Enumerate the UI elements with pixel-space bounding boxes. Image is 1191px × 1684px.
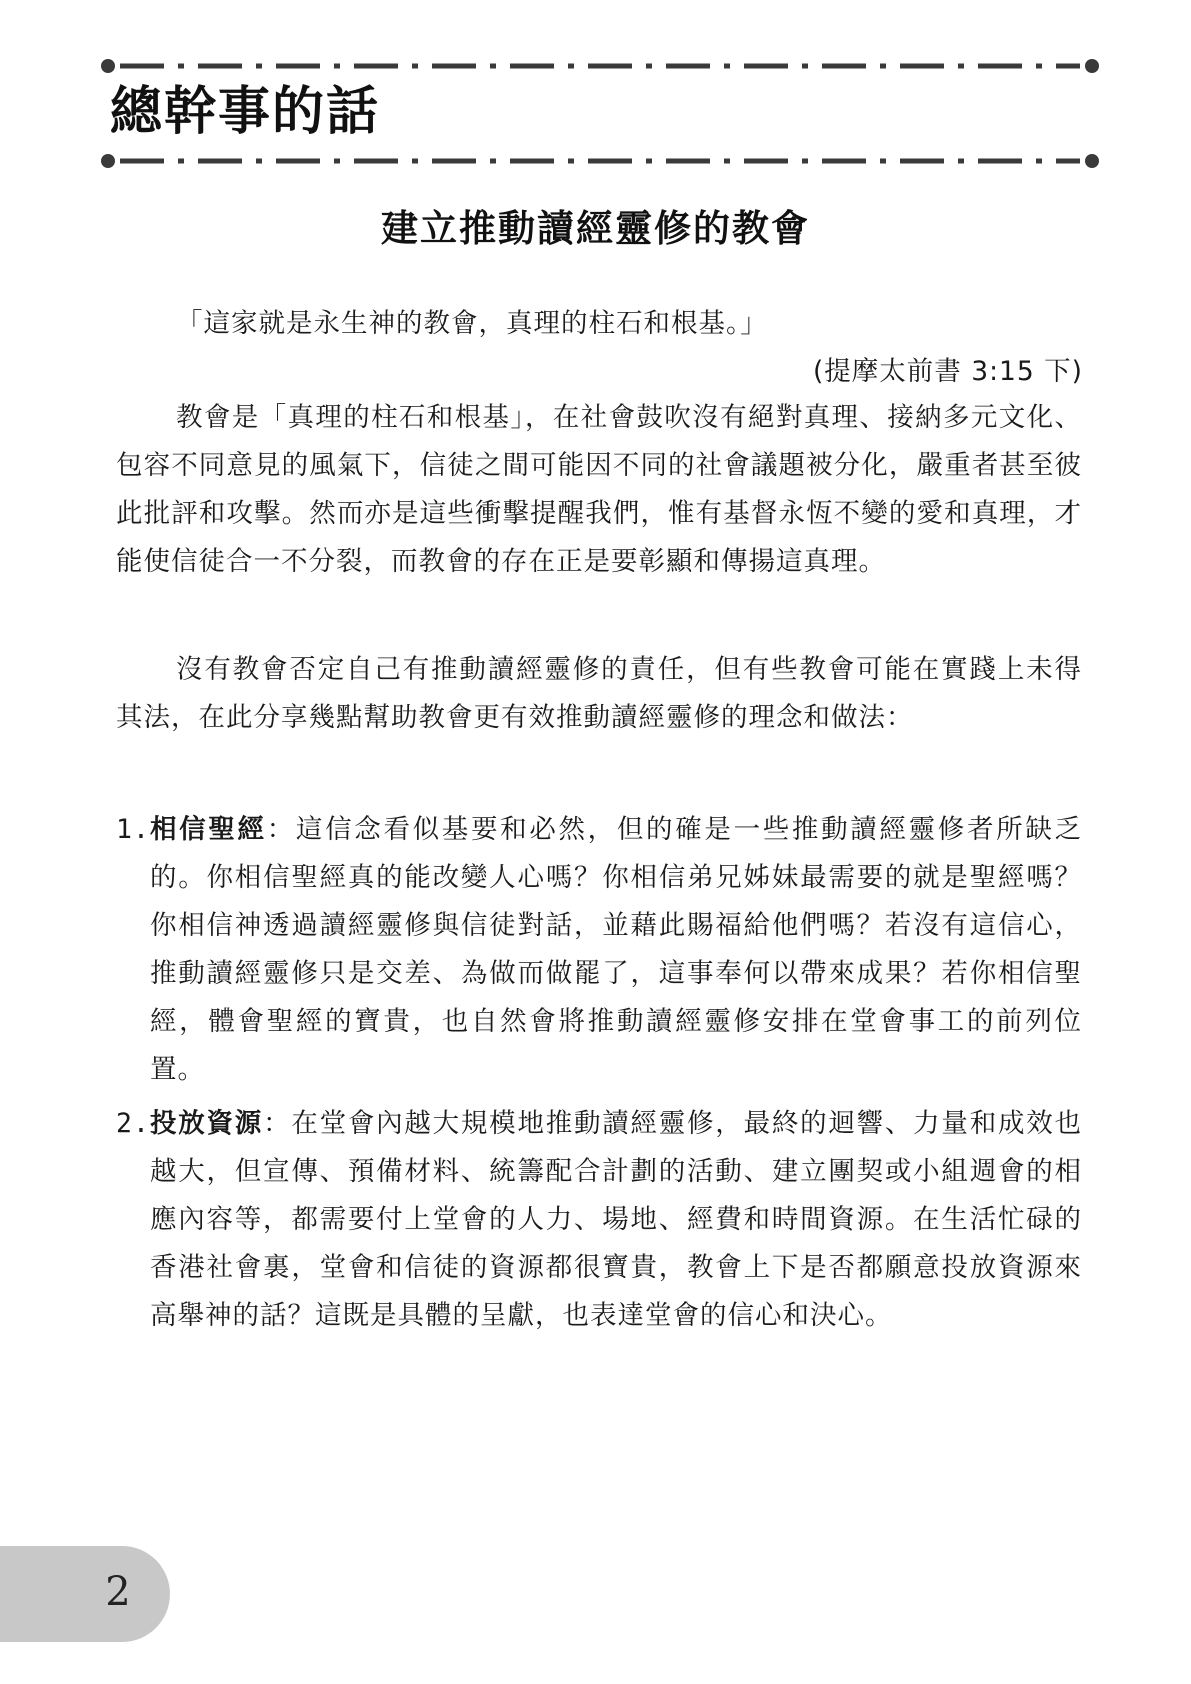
list-heading: 相信聖經 bbox=[150, 814, 267, 845]
bottom-dashed-rule bbox=[100, 150, 1100, 172]
list-number: 1. bbox=[116, 814, 150, 845]
list-item-2 bbox=[116, 1100, 1082, 1340]
list-separator: ： bbox=[263, 1108, 292, 1139]
article-title: 建立推動讀經靈修的教會 bbox=[381, 206, 810, 250]
section-title: 總幹事的話 bbox=[110, 81, 381, 142]
list-item-1 bbox=[116, 806, 1082, 1094]
page-number-tab bbox=[0, 1546, 170, 1642]
list-separator: ： bbox=[266, 814, 296, 845]
list-number: 2. bbox=[116, 1108, 150, 1139]
top-dashed-rule bbox=[100, 55, 1100, 77]
list-heading: 投放資源 bbox=[150, 1108, 264, 1139]
verse-quote: 「這家就是永生神的教會，真理的柱石和根基。」 bbox=[176, 308, 768, 339]
list-text: 這信念看似基要和必然，但的確是一些推動讀經靈修者所缺乏的。你相信聖經真的能改變人心嗎？你相信弟兄姊妹最需要的就是聖經嗎？你相信神透過讀經靈修與信徒對話，並藉此賜福給他們嗎？若沒有這信心，推動讀經靈修只是交差、為做而做罷了，這事奉何以帶來成果？若你相信聖經，體會聖經的寶貴，也自然會將推動讀經靈修安排在堂會事工的前列位置。 bbox=[150, 814, 1083, 1085]
paragraph-2: 沒有教會否定自己有推動讀經靈修的責任，但有些教會可能在實踐上未得其法，在此分享幾點幫助教會更有效推動讀經靈修的理念和做法： bbox=[116, 654, 1082, 733]
paragraph-1: 教會是「真理的柱石和根基」，在社會鼓吹沒有絕對真理、接納多元文化、包容不同意見的風氣下，信徒之間可能因不同的社會議題被分化，嚴重者甚至彼此批評和攻擊。然而亦是這些衝擊提醒我們，惟有基督永恆不變的愛和真理，才能使信徒合一不分裂，而教會的存在正是要彰顯和傳揚這真理。 bbox=[116, 402, 1082, 577]
page-number: 2 bbox=[105, 1569, 131, 1615]
verse-reference: (提摩太前書 3:15 下) bbox=[812, 356, 1083, 387]
list-text: 在堂會內越大規模地推動讀經靈修，最終的迴響、力量和成效也越大，但宣傳、預備材料、統籌配合計劃的活動、建立團契或小組週會的相應內容等，都需要付上堂會的人力、場地、經費和時間資源。在生活忙碌的香港社會裏，堂會和信徒的資源都很寶貴，教會上下是否都願意投放資源來高舉神的話？這既是具體的呈獻，也表達堂會的信心和決心。 bbox=[150, 1108, 1082, 1331]
